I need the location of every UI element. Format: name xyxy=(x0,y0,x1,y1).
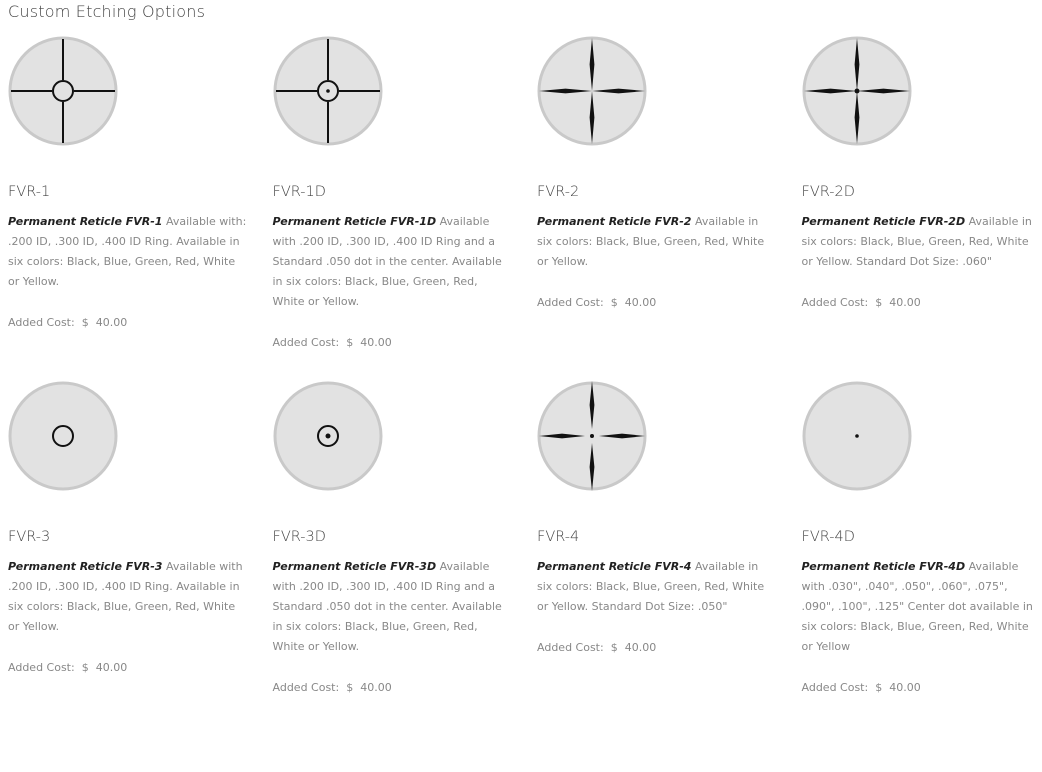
currency: $ xyxy=(610,296,618,309)
split-duplex-dot-icon xyxy=(537,381,647,491)
option-title: FVR-4 xyxy=(537,529,580,545)
option-description xyxy=(8,557,248,678)
cost-label: Added Cost: xyxy=(272,681,340,694)
added-cost xyxy=(273,333,513,353)
added-cost xyxy=(273,678,513,698)
ring-icon xyxy=(8,381,118,491)
option-details: Available with .200 ID, .300 ID, .400 ID Ring and a Standard .050 dot in the center. Available in six colors: Black, Blue, Green, Red, White or Yellow. xyxy=(272,560,502,653)
option-bold-name: Permanent Reticle FVR-2 xyxy=(537,215,692,228)
option-bold-name: Permanent Reticle FVR-2D xyxy=(801,215,966,228)
option-description xyxy=(537,557,777,658)
option-details: Available in six colors: Black, Blue, Green, Red, White or Yellow. xyxy=(537,215,765,268)
option-description xyxy=(537,212,777,313)
reticle-option xyxy=(537,36,802,381)
ring-dot-icon xyxy=(273,381,383,491)
added-cost xyxy=(802,293,1042,313)
price: 40.00 xyxy=(360,336,392,349)
duplex-crosshair-dot-icon xyxy=(802,36,912,146)
reticle-option xyxy=(8,36,273,381)
currency: $ xyxy=(346,336,354,349)
added-cost xyxy=(537,293,777,313)
reticle-grid xyxy=(8,36,1042,726)
option-bold-name: Permanent Reticle FVR-3 xyxy=(8,560,163,573)
option-details: Available in six colors: Black, Blue, Green, Red, White or Yellow. Standard Dot Size: .060" xyxy=(801,215,1032,268)
option-description xyxy=(273,212,513,353)
price: 40.00 xyxy=(360,681,392,694)
option-bold-name: Permanent Reticle FVR-1 xyxy=(8,215,163,228)
option-bold-name: Permanent Reticle FVR-1D xyxy=(272,215,437,228)
reticle-option xyxy=(802,36,1042,381)
reticle-option xyxy=(537,381,802,726)
price: 40.00 xyxy=(889,681,921,694)
center-dot-icon xyxy=(802,381,912,491)
price: 40.00 xyxy=(624,641,657,654)
added-cost xyxy=(8,658,248,678)
currency: $ xyxy=(875,681,883,694)
crosshair-ring-icon xyxy=(8,36,118,146)
price: 40.00 xyxy=(624,296,657,309)
option-description xyxy=(802,212,1042,313)
option-description xyxy=(8,212,248,333)
page-heading: Custom Etching Options xyxy=(8,2,206,21)
added-cost xyxy=(802,678,1042,698)
price: 40.00 xyxy=(95,316,128,329)
option-title: FVR-1D xyxy=(272,184,326,200)
cost-label: Added Cost: xyxy=(537,296,604,309)
price: 40.00 xyxy=(889,296,921,309)
reticle-option xyxy=(802,381,1042,726)
option-title: FVR-2 xyxy=(537,184,580,200)
option-title: FVR-1 xyxy=(8,184,51,200)
cost-label: Added Cost: xyxy=(272,336,340,349)
option-title: FVR-2D xyxy=(801,184,855,200)
option-details: Available with: .200 ID, .300 ID, .400 ID Ring. Available in six colors: Black, Blue, Green, Red, White or Yellow. xyxy=(8,215,247,288)
cost-label: Added Cost: xyxy=(801,681,869,694)
option-details: Available in six colors: Black, Blue, Green, Red, White or Yellow. Standard Dot Size: .050" xyxy=(537,560,765,613)
crosshair-ring-dot-icon xyxy=(273,36,383,146)
price: 40.00 xyxy=(95,661,128,674)
currency: $ xyxy=(610,641,618,654)
option-bold-name: Permanent Reticle FVR-4 xyxy=(537,560,692,573)
cost-label: Added Cost: xyxy=(537,641,604,654)
duplex-crosshair-icon xyxy=(537,36,647,146)
reticle-option xyxy=(273,36,538,381)
option-details: Available with .200 ID, .300 ID, .400 ID Ring. Available in six colors: Black, Blue, Green, Red, White or Yellow. xyxy=(8,560,243,633)
option-bold-name: Permanent Reticle FVR-4D xyxy=(801,560,966,573)
option-description xyxy=(273,557,513,698)
currency: $ xyxy=(875,296,883,309)
added-cost xyxy=(537,638,777,658)
cost-label: Added Cost: xyxy=(8,316,75,329)
currency: $ xyxy=(346,681,354,694)
currency: $ xyxy=(81,661,89,674)
reticle-option xyxy=(273,381,538,726)
reticle-option xyxy=(8,381,273,726)
option-details: Available with .030", .040", .050", .060", .075", .090", .100", .125" Center dot available in six colors: Black, Blue, Green, Red, White or Yellow xyxy=(801,560,1033,653)
option-description xyxy=(802,557,1042,698)
option-title: FVR-3D xyxy=(272,529,326,545)
cost-label: Added Cost: xyxy=(801,296,869,309)
currency: $ xyxy=(81,316,89,329)
option-title: FVR-3 xyxy=(8,529,51,545)
cost-label: Added Cost: xyxy=(8,661,75,674)
option-details: Available with .200 ID, .300 ID, .400 ID Ring and a Standard .050 dot in the center. Available in six colors: Black, Blue, Green, Red, White or Yellow. xyxy=(272,215,502,308)
option-title: FVR-4D xyxy=(801,529,855,545)
option-bold-name: Permanent Reticle FVR-3D xyxy=(272,560,437,573)
added-cost xyxy=(8,313,248,333)
